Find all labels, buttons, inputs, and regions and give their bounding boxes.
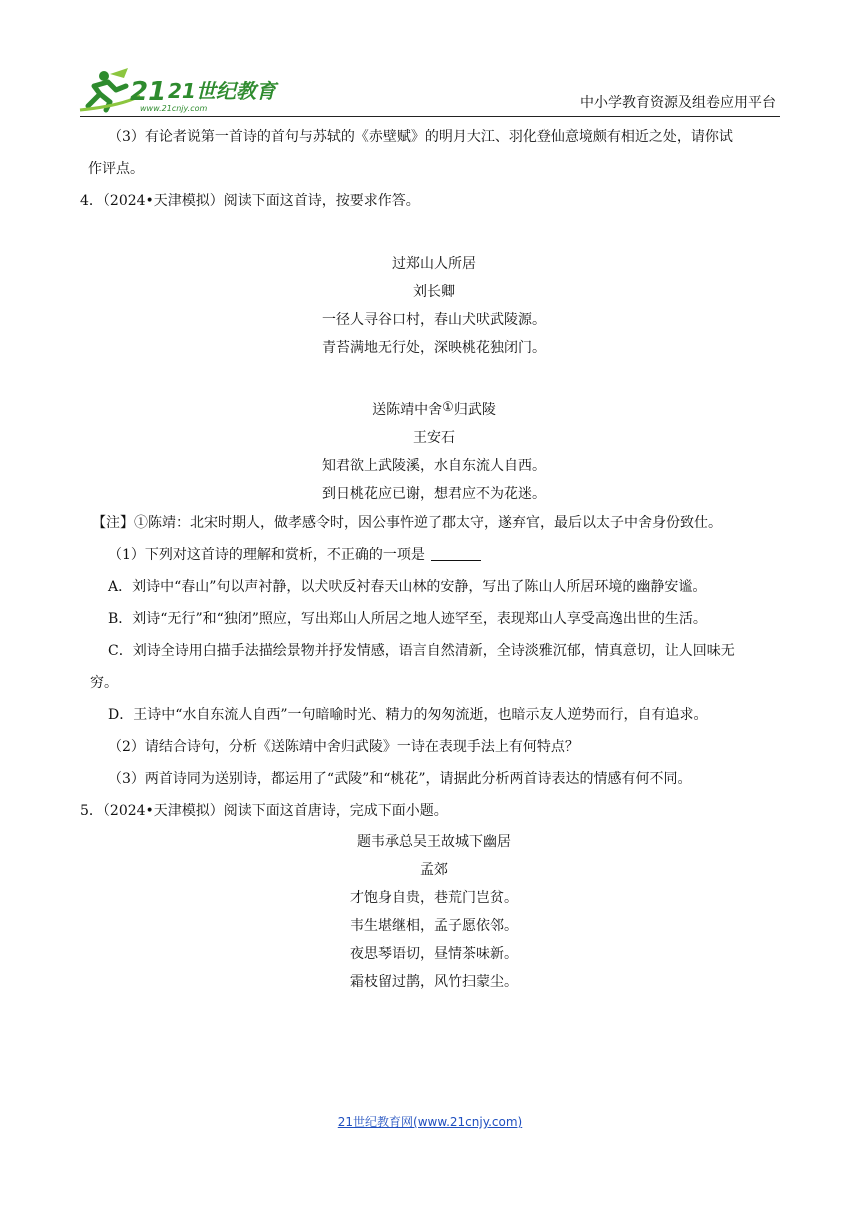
logo-text: 21世纪教育 [168, 79, 276, 103]
footer-link[interactable]: 21世纪教育网(www.21cnjy.com) [337, 1115, 523, 1129]
option-a: A．刘诗中“春山”句以声衬静，以犬吠反衬春天山林的安静，写出了陈山人所居环境的幽静安谧。 [108, 579, 707, 595]
logo-url: www.21cnjy.com [140, 104, 208, 113]
q3-line1: （3）有论者说第一首诗的首句与苏轼的《赤壁赋》的明月大江、羽化登仙意境颇有相近之处，请你试 [108, 129, 733, 145]
option-c: C．刘诗全诗用白描手法描绘景物并抒发情感，语言自然清新，全诗淡雅沉郁，情真意切，让人回味无 [108, 643, 735, 659]
q4-sub1: （1）下列对这首诗的理解和赏析，不正确的一项是 [88, 540, 780, 572]
poem1-line: 一径人寻谷口村，春山犬吠武陵源。 [322, 312, 546, 328]
platform-title: 中小学教育资源及组卷应用平台 [580, 95, 776, 111]
footnote-marker: ① [442, 400, 454, 415]
option-b: B．刘诗“无行”和“独闭”照应，写出郑山人所居之地人迹罕至，表现郑山人享受高逸出世的生活。 [108, 611, 707, 627]
poem3-line: 韦生堪继相，孟子愿依邻。 [350, 918, 518, 934]
q4-sub3: （3）两首诗同为送别诗，都运用了“武陵”和“桃花”，请据此分析两首诗表达的情感有何不同。 [108, 771, 692, 787]
poem3-line: 夜思琴语切，昼情茶味新。 [350, 946, 518, 962]
site-logo [80, 66, 276, 114]
svg-text:21: 21 [130, 77, 167, 107]
poem1-author: 刘长卿 [413, 284, 455, 300]
poem1-line: 青苔满地无行处，深映桃花独闭门。 [322, 340, 546, 356]
document-body [80, 122, 780, 996]
page-header [80, 66, 780, 117]
answer-blank [431, 546, 481, 561]
page-footer [0, 1113, 860, 1130]
poem3-line: 才饱身自贵，巷荒门岂贫。 [350, 890, 518, 906]
option-d: D．王诗中“水自东流人自西”一句暗喻时光、精力的匆匆流逝，也暗示友人逆势而行，自有追求。 [108, 707, 708, 723]
poem2-title: 送陈靖中舍①归武陵 [372, 400, 496, 418]
poem3-title: 题韦承总吴王故城下幽居 [357, 834, 511, 850]
q3-line2: 作评点。 [88, 161, 144, 177]
poem2-line: 知君欲上武陵溪，水自东流人自西。 [322, 458, 546, 474]
q4-sub2: （2）请结合诗句，分析《送陈靖中舍归武陵》一诗在表现手法上有何特点？ [108, 739, 579, 755]
option-c-cont: 穷。 [90, 675, 118, 691]
poem1-title: 过郑山人所居 [392, 256, 476, 272]
poem2-author: 王安石 [413, 430, 455, 446]
q4-stem: 4．（2024•天津模拟）阅读下面这首诗，按要求作答。 [80, 193, 420, 209]
poem3-line: 霜枝留过鹊，风竹扫蒙尘。 [350, 974, 518, 990]
poem3-author: 孟郊 [420, 862, 448, 878]
poem2-note: 【注】①陈靖：北宋时期人，做孝感令时，因公事忤逆了郡太守，遂弃官，最后以太子中舍身份致仕。 [92, 515, 722, 531]
poem2-line: 到日桃花应已谢，想君应不为花迷。 [322, 486, 546, 502]
q5-stem: 5．（2024•天津模拟）阅读下面这首唐诗，完成下面小题。 [80, 803, 448, 819]
